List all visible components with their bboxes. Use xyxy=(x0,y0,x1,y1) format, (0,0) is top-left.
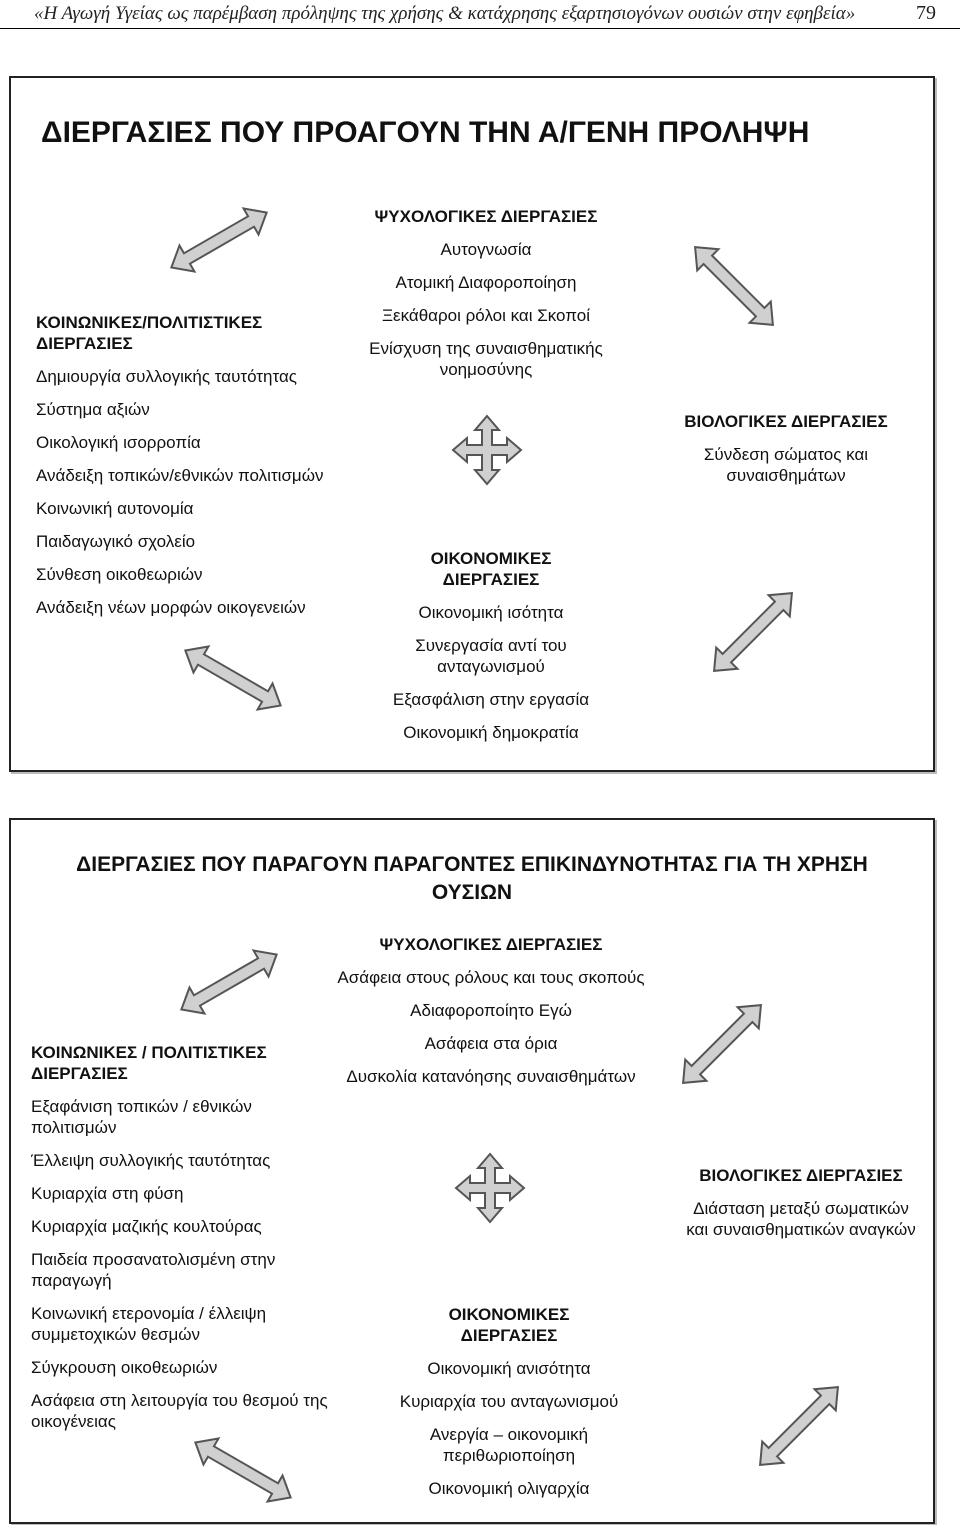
panel-title: ΔΙΕΡΓΑΣΙΕΣ ΠΟΥ ΠΡΟΑΓΟΥΝ ΤΗΝ Α/ΓΕΝΗ ΠΡΟΛΗΨΗ xyxy=(41,116,810,149)
list-item: Συνεργασία αντί του ανταγωνισμού xyxy=(415,636,567,676)
list-item: Οικονομική ανισότητα xyxy=(427,1359,591,1378)
four-way-arrow-icon xyxy=(453,416,521,484)
group-heading: ΨΥΧΟΛΟΓΙΚΕΣ ΔΙΕΡΓΑΣΙΕΣ xyxy=(379,935,603,954)
list-item: Ατομική Διαφοροποίηση xyxy=(395,273,577,292)
list-item: Σύστημα αξιών xyxy=(36,400,150,419)
panel-title-text: ΔΙΕΡΓΑΣΙΕΣ ΠΟΥ ΠΑΡΑΓΟΥΝ ΠΑΡΑΓΟΝΤΕΣ ΕΠΙΚΙΝΔΥΝΟΤΗΤΑΣ ΓΙΑ ΤΗ ΧΡΗΣΗ ΟΥΣΙΩΝ xyxy=(76,853,868,904)
header-rule xyxy=(0,28,960,29)
list-item: Κυριαρχία στη φύση xyxy=(31,1184,184,1203)
double-arrow-icon xyxy=(188,1430,298,1511)
group-heading: ΨΥΧΟΛΟΓΙΚΕΣ ΔΙΕΡΓΑΣΙΕΣ xyxy=(374,207,598,226)
list-item: Αδιαφοροποίητο Εγώ xyxy=(410,1001,572,1020)
promoting-processes-panel xyxy=(9,76,935,772)
list-item: Διάσταση μεταξύ σωματικών και συναισθηματικών αναγκών xyxy=(686,1199,916,1239)
list-item: Έλλειψη συλλογικής ταυτότητας xyxy=(31,1151,271,1170)
list-item: Παιδαγωγικό σχολείο xyxy=(36,532,196,551)
list-item: Ανάδειξη νέων μορφών οικογενειών xyxy=(36,598,306,617)
list-item: Ανάδειξη τοπικών/εθνικών πολιτισμών xyxy=(36,466,324,485)
list-item: Κοινωνική ετερονομία / έλλειψη συμμετοχικών θεσμών xyxy=(31,1304,267,1344)
group-heading: ΒΙΟΛΟΓΙΚΕΣ ΔΙΕΡΓΑΣΙΕΣ xyxy=(684,412,888,431)
running-header xyxy=(0,0,960,30)
double-arrow-icon xyxy=(750,1377,849,1476)
double-arrow-icon xyxy=(174,942,284,1023)
list-item: Σύγκρουση οικοθεωριών xyxy=(31,1358,218,1377)
list-item: Οικολογική ισορροπία xyxy=(36,433,201,452)
list-item: Εξαφάνιση τοπικών / εθνικών πολιτισμών xyxy=(31,1097,252,1137)
list-item: Αυτογνωσία xyxy=(440,240,532,259)
list-item: Οικονομική ισότητα xyxy=(418,603,564,622)
double-arrow-icon xyxy=(685,237,784,336)
header-title: «Η Αγωγή Υγείας ως παρέμβαση πρόληψης της χρήσης & κατάχρησης εξαρτησιογόνων ουσιών στην εφηβεία» xyxy=(34,3,856,24)
list-item: Οικονομική δημοκρατία xyxy=(403,723,579,742)
list-item: Ανεργία – οικονομική περιθωριοποίηση xyxy=(429,1425,589,1465)
list-item: Ασάφεια στα όρια xyxy=(424,1034,558,1053)
arrows-layer xyxy=(11,820,933,1522)
list-item: Κοινωνική αυτονομία xyxy=(36,499,194,518)
list-item: Παιδεία προσανατολισμένη στην παραγωγή xyxy=(31,1250,276,1290)
list-item: Κυριαρχία μαζικής κουλτούρας xyxy=(31,1217,262,1236)
group-heading: ΚΟΙΝΩΝΙΚΕΣ / ΠΟΛΙΤΙΣΤΙΚΕΣ ΔΙΕΡΓΑΣΙΕΣ xyxy=(31,1043,267,1083)
four-way-arrow-icon xyxy=(456,1154,524,1222)
group-heading: ΟΙΚΟΝΟΜΙΚΕΣ ΔΙΕΡΓΑΣΙΕΣ xyxy=(448,1305,570,1345)
list-item: Σύνδεση σώματος και συναισθημάτων xyxy=(703,445,869,485)
list-item: Δυσκολία κατανόησης συναισθημάτων xyxy=(346,1067,636,1086)
list-item: Εξασφάλιση στην εργασία xyxy=(392,690,590,709)
list-item: Ενίσχυση της συναισθηματικής νοημοσύνης xyxy=(369,339,603,379)
page-number: 79 xyxy=(916,2,936,24)
risk-factor-processes-panel xyxy=(9,818,935,1524)
group-heading: ΟΙΚΟΝΟΜΙΚΕΣ ΔΙΕΡΓΑΣΙΕΣ xyxy=(430,549,552,589)
list-item: Ξεκάθαροι ρόλοι και Σκοποί xyxy=(381,306,590,325)
arrows-layer xyxy=(11,78,933,770)
group-heading: ΚΟΙΝΩΝΙΚΕΣ/ΠΟΛΙΤΙΣΤΙΚΕΣ ΔΙΕΡΓΑΣΙΕΣ xyxy=(36,313,263,353)
double-arrow-icon xyxy=(704,583,803,682)
list-item: Σύνθεση οικοθεωριών xyxy=(36,565,203,584)
list-item: Δημιουργία συλλογικής ταυτότητας xyxy=(36,367,297,386)
double-arrow-icon xyxy=(164,200,274,281)
double-arrow-icon xyxy=(673,995,772,1094)
list-item: Ασάφεια στη λειτουργία του θεσμού της οικογένειας xyxy=(31,1391,328,1431)
double-arrow-icon xyxy=(178,638,288,719)
list-item: Ασάφεια στους ρόλους και τους σκοπούς xyxy=(337,968,645,987)
list-item: Κυριαρχία του ανταγωνισμού xyxy=(399,1392,619,1411)
group-heading: ΒΙΟΛΟΓΙΚΕΣ ΔΙΕΡΓΑΣΙΕΣ xyxy=(699,1166,903,1185)
list-item: Οικονομική ολιγαρχία xyxy=(428,1479,590,1498)
